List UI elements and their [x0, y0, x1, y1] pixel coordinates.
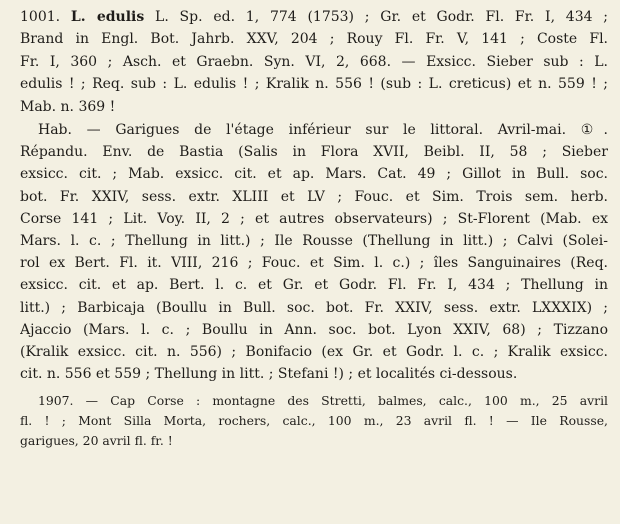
entry-line-2: Brand in Engl. Bot. Jahrb. XXV, 204 ; Rouy Fl. Fr. V, 141 ; Coste Fl. [20, 31, 608, 48]
entry-citation: L. Sp. ed. 1, 774 (1753) ; Gr. et Godr. Fl. Fr. I, 434 ; [155, 9, 608, 25]
habitat-line-8: exsicc. cit. et ap. Bert. l. c. et Gr. et Godr. Fl. Fr. I, 434 ; Thellung in [20, 277, 608, 294]
observations-line-2: fl. ! ; Mont Silla Morta, rochers, calc., 100 m., 23 avril fl. ! — Ile Rousse, [20, 413, 608, 429]
entry-number: 1001. [20, 9, 61, 25]
species-name: L. edulis [70, 9, 145, 25]
entry-line-5: Mab. n. 369 ! [20, 98, 116, 115]
habitat-line-2: Répandu. Env. de Bastia (Salis in Flora XVII, Beibl. II, 58 ; Sieber [20, 144, 608, 161]
habitat-line-11: (Kralik exsicc. cit. n. 556) ; Bonifacio (ex Gr. et Godr. l. c. ; Kralik exsicc. [20, 344, 608, 361]
habitat-paragraph [20, 119, 608, 385]
observations-line-3: garigues, 20 avril fl. fr. ! [20, 433, 173, 449]
observations-line-1: 1907. — Cap Corse : montagne des Stretti, balmes, calc., 100 m., 25 avril [38, 393, 608, 409]
habitat-line-10: Ajaccio (Mars. l. c. ; Boullu in Ann. soc. bot. Lyon XXIV, 68) ; Tizzano [20, 321, 608, 338]
habitat-line-5: Corse 141 ; Lit. Voy. II, 2 ; et autres observateurs) ; St-Florent (Mab. ex [20, 210, 608, 227]
habitat-line-3: exsicc. cit. ; Mab. exsicc. cit. et ap. Mars. Cat. 49 ; Gillot in Bull. soc. [20, 166, 608, 183]
entry-line-1 [20, 6, 608, 28]
habitat-line-4: bot. Fr. XXIV, sess. extr. XLIII et LV ; Fouc. et Sim. Trois sem. herb. [20, 188, 608, 205]
entry-line-3: Fr. I, 360 ; Asch. et Graebn. Syn. VI, 2, 668. — Exsicc. Sieber sub : L. [20, 53, 608, 70]
habitat-line-9: litt.) ; Barbicaja (Boullu in Bull. soc. bot. Fr. XXIV, sess. extr. LXXXIX) ; [20, 299, 608, 316]
species-entry [20, 6, 608, 118]
habitat-line-12: cit. n. 556 et 559 ; Thellung in litt. ; Stefani !) ; et localités ci-dessous. [20, 366, 518, 383]
habitat-line-1: Hab. — Garigues de l'étage inférieur sur le littoral. Avril-mai. ①. [38, 122, 608, 139]
observations-paragraph [20, 391, 608, 451]
habitat-line-6: Mars. l. c. ; Thellung in litt.) ; Ile Rousse (Thellung in litt.) ; Calvi (Solei- [20, 233, 608, 250]
entry-line-4: edulis ! ; Req. sub : L. edulis ! ; Kralik n. 556 ! (sub : L. creticus) et n. 559 ! ; [20, 76, 608, 93]
habitat-line-7: rol ex Bert. Fl. it. VIII, 216 ; Fouc. et Sim. l. c.) ; îles Sanguinaires (Req. [20, 255, 608, 272]
